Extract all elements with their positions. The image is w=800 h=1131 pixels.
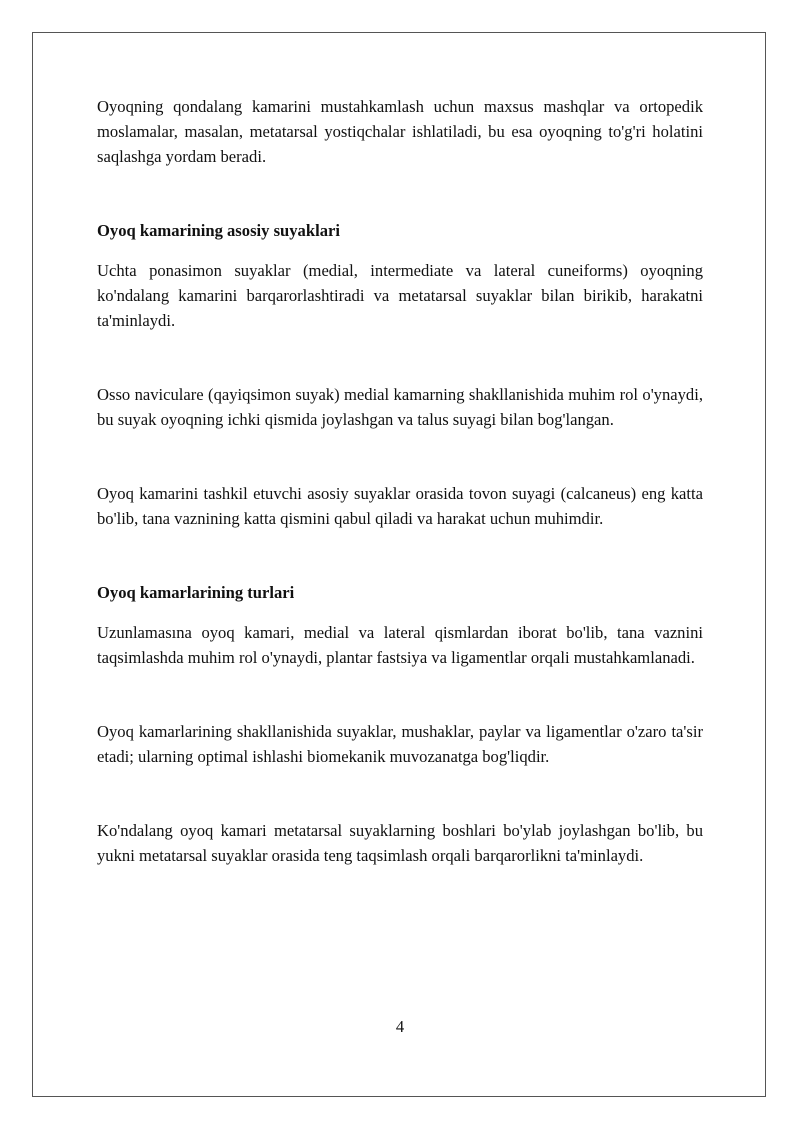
paragraph-6: Oyoq kamarlarining shakllanishida suyaklar, mushaklar, paylar va ligamentlar o'zaro ta'sir etadi; ularning optimal ishlashi biomekanik muvozanatga bog'liqdir. xyxy=(97,722,703,766)
section-heading-bones: Oyoq kamarining asosiy suyaklari xyxy=(97,221,340,240)
paragraph-5: Uzunlamasına oyoq kamari, medial va lateral qismlardan iborat bo'lib, tana vaznini taqsimlashda muhim rol o'ynaydi, plantar fastsiya va ligamentlar orqali mustahkamlanadi. xyxy=(97,623,703,667)
paragraph-2: Uchta ponasimon suyaklar (medial, intermediate va lateral cuneiforms) oyoqning ko'ndalang kamarini barqarorlashtiradi va metatarsal suyaklar bilan birikib, harakatni ta'minlaydi. xyxy=(97,261,703,330)
paragraph-7: Ko'ndalang oyoq kamari metatarsal suyaklarning boshlari bo'ylab joylashgan bo'lib, bu yukni metatarsal suyaklar orasida teng taqsimlash orqali barqarorlikni ta'minlaydi. xyxy=(97,821,703,865)
paragraph-3: Osso naviculare (qayiqsimon suyak) medial kamarning shakllanishida muhim rol o'ynaydi, bu suyak oyoqning ichki qismida joylashgan va talus suyagi bilan bog'langan. xyxy=(97,385,703,429)
page-content xyxy=(97,94,703,868)
section-heading-types: Oyoq kamarlarining turlari xyxy=(97,583,295,602)
page-number: 4 xyxy=(395,1017,405,1036)
paragraph-4: Oyoq kamarini tashkil etuvchi asosiy suyaklar orasida tovon suyagi (calcaneus) eng katta bo'lib, tana vaznining katta qismini qabul qiladi va harakat uchun muhimdir. xyxy=(97,484,703,528)
paragraph-1: Oyoqning qondalang kamarini mustahkamlash uchun maxsus mashqlar va ortopedik moslamalar, masalan, metatarsal yostiqchalar ishlatiladi, bu esa oyoqning to'g'ri holatini saqlashga yordam beradi. xyxy=(97,97,703,166)
